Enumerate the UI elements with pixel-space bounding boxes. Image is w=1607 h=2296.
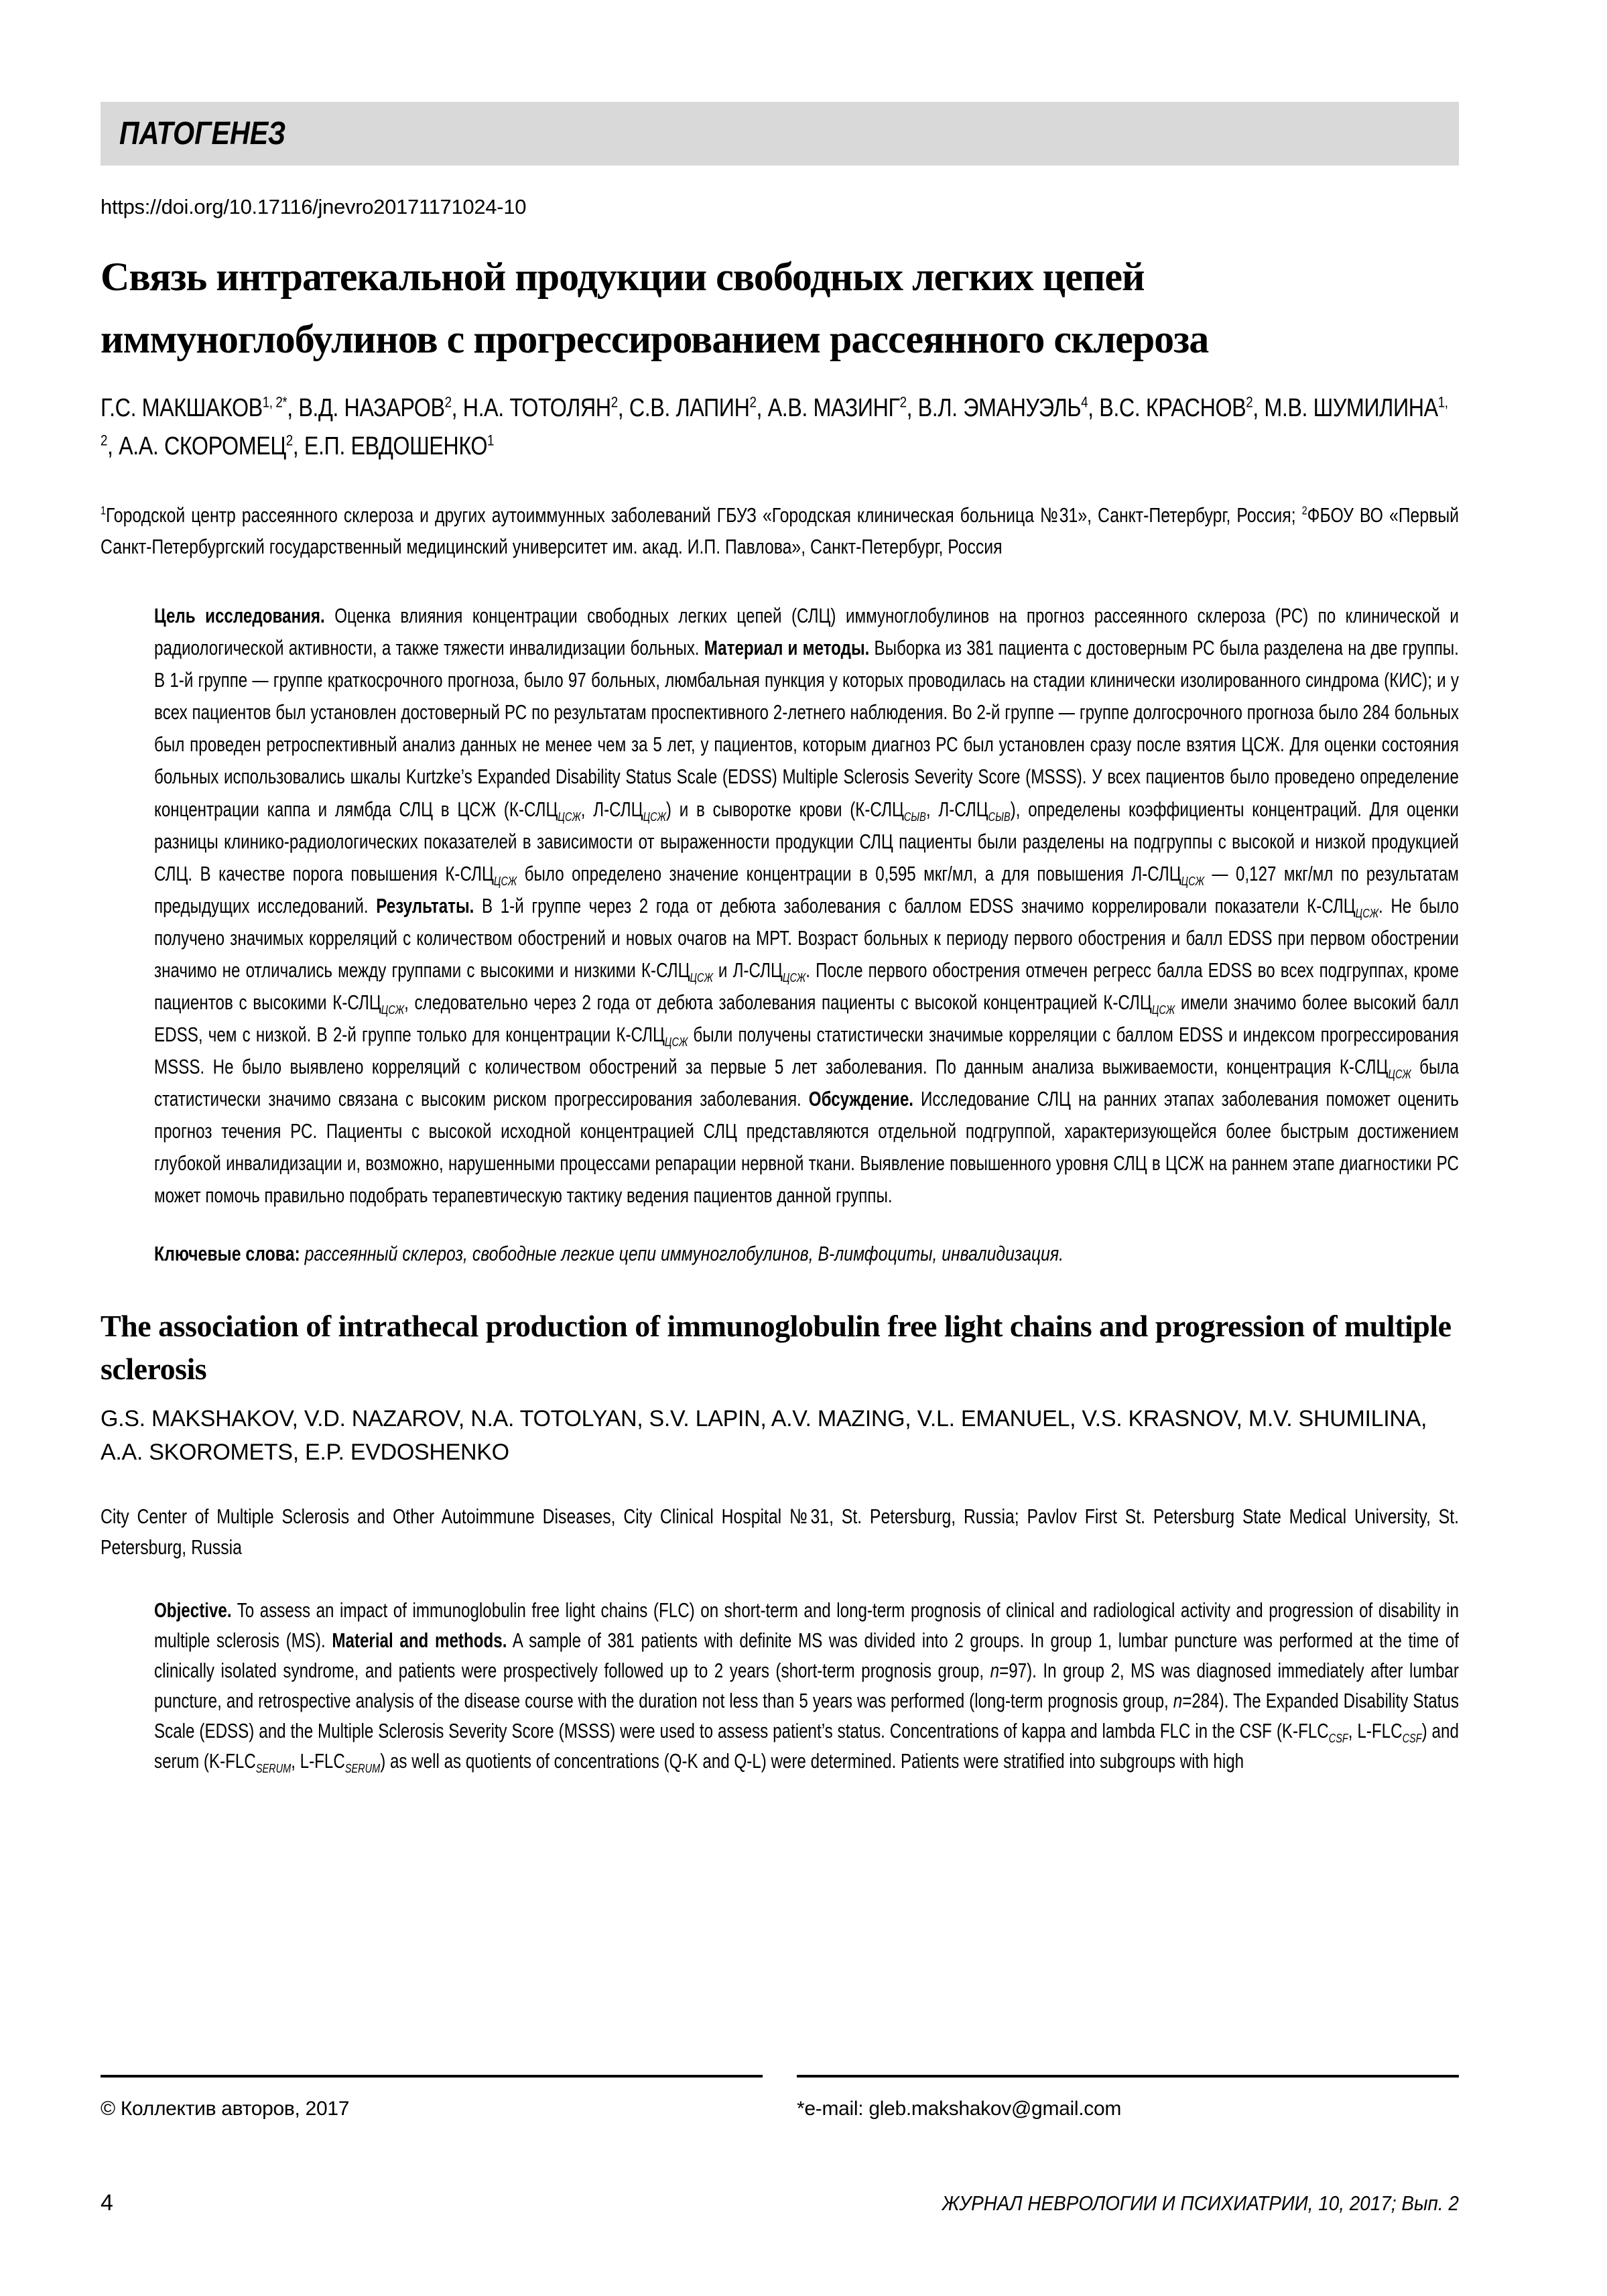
- footnotes: [101, 2075, 1459, 2120]
- affiliations-en: City Center of Multiple Sclerosis and Other Autoimmune Diseases, City Clinical Hospital №31, St. Petersburg, Russia; Pavlov First St. Petersburg State Medical University, St. Petersburg, Russia: [101, 1504, 1459, 1559]
- copyright-note: © Коллектив авторов, 2017: [101, 2098, 350, 2120]
- footnote-rule-right: [797, 2075, 1459, 2078]
- authors-ru: Г.С. $МАКШАКОВ^{1, 2*}$, В.Д. НАЗАРОВ$^2$, Н.А. ТОТОЛЯН$^2$, С.В. ЛАПИН$^2$, А.В. МАЗИНГ$^2$, В.Л. ЭМАНУЭЛЬ$^4$, В.С. КРАСНОВ$^2$, М.В. ШУМИЛИНА$^{1, 2}$, А.А. СКОРОМЕЦ$^2$, Е.П. ЕВДОШЕНКО$^1$: [101, 393, 1448, 460]
- abstract-en-section: [154, 1596, 1459, 1777]
- copyright-column: [101, 2075, 763, 2120]
- email-note[interactable]: *e-mail: gleb.makshakov@gmail.com: [797, 2098, 1122, 2120]
- footnote-rule-left: [101, 2075, 763, 2078]
- doi-link[interactable]: https://doi.org/10.17116/jnevro20171171024-10: [101, 195, 527, 218]
- authors-en: G.S. MAKSHAKOV, V.D. NAZAROV, N.A. TOTOLYAN, S.V. LAPIN, A.V. MAZING, V.L. EMANUEL, V.S. KRASNOV, M.V. SHUMILINA, A.A. SKOROMETS, E.P. EVDOSHENKO: [101, 1406, 1427, 1465]
- section-label: ПАТОГЕНЕЗ: [119, 116, 286, 151]
- keywords-ru: Ключевые слова: рассеянный склероз, свободные легкие цепи иммуноглобулинов, В-лимфоциты, инвалидизация.: [154, 1242, 1064, 1266]
- article-title-en: The association of intrathecal production of immunoglobulin free light chains and progression of multiple sclerosis: [101, 1308, 1452, 1386]
- journal-page: [101, 0, 1459, 1777]
- keywords-ru-section: [154, 1238, 1459, 1270]
- email-column: [797, 2075, 1459, 2120]
- abstract-en: Objective. To assess an impact of immunoglobulin free light chains (FLC) on short-term and long-term prognosis of clinical and radiological activity and progression of disability in multiple sclerosis (MS). Material and methods. A sample of 381 patients with definite MS was divided into 2 groups. In group 1, lumbar puncture was performed at the time of clinically isolated syndrome, and patients were prospectively followed up to 2 years (short-term prognosis group, n=97). In group 2, MS was diagnosed immediately after lumbar puncture, and retrospective analysis of the disease course with the duration not less than 5 years was performed (long-term prognosis group, n=284). The Expanded Disability Status Scale (EDSS) and the Multiple Sclerosis Severity Score (MSSS) were used to assess patient’s status. Concentrations of kappa and lambda FLC in the CSF ($K-FLC_{CSF}$, $L-FLC_{CSF}$) and serum ($K-FLC_{SERUM}$, $L-FLC_{SERUM}$) as well as quotients of concentrations (Q-K and Q-L) were determined. Patients were stratified into subgroups with high: [154, 1598, 1459, 1776]
- journal-title: ЖУРНАЛ НЕВРОЛОГИИ И ПСИХИАТРИИ, 10, 2017; Вып. 2: [942, 2191, 1459, 2215]
- page-footer: [101, 2190, 1459, 2216]
- article-title-ru: Связь интратекальной продукции свободных легких цепей иммуноглобулинов с прогрессированием рассеянного склероза: [101, 255, 1209, 361]
- affiliations-ru: $^1$Городской центр рассеянного склероза и других аутоиммунных заболеваний ГБУЗ «Городская клиническая больница №31», Санкт-Петербург, Россия; $^2$ФБОУ ВО «Первый Санкт-Петербургский государственный медицинский университет им. акад. И.П. Павлова», Санкт-Петербург, Россия: [101, 503, 1460, 559]
- abstract-ru: Цель исследования. Оценка влияния концентрации свободных легких цепей (СЛЦ) иммуноглобулинов на прогноз рассеянного склероза (РС) по клинической и радиологической активности, а также тяжести инвалидизации больных. Материал и методы. Выборка из 381 пациента с достоверным РС была разделена на две группы. В 1-й группе — группе краткосрочного прогноза, было 97 больных, люмбальная пункция у которых проводилась на стадии клинически изолированного синдрома (КИС); и у всех пациентов был установлен достоверный РС по результатам проспективного 2-летнего наблюдения. Во 2-й группе — группе долгосрочного прогноза было 284 больных был проведен ретроспективный анализ данных не менее чем за 5 лет, у пациентов, которым диагноз РС был установлен сразу после взятия ЦСЖ. Для оценки состояния больных использовались шкалы Kurtzke’s Expanded Disability Status Scale (EDSS) Multiple Sclerosis Severity Score (MSSS). У всех пациентов было проведено определение концентрации каппа и лямбда СЛЦ в ЦСЖ ($К-СЛЦ_{ЦСЖ}$, $Л-СЛЦ_{ЦСЖ}$) и в сыворотке крови ($К-СЛЦ_{СЫВ}$, $Л-СЛЦ_{СЫВ}$), определены коэффициенты концентраций. Для оценки разницы клинико-радиологических показателей в зависимости от выраженности продукции СЛЦ пациенты были разделены на подгруппы с высокой и низкой продукцией СЛЦ. В качестве порога повышения $К-СЛЦ_{ЦСЖ}$ было определено значение концентрации в 0,595 мкг/мл, а для повышения $Л-СЛЦ_{ЦСЖ}$ — 0,127 мкг/мл по результатам предыдущих исследований. Результаты. В 1-й группе через 2 года от дебюта заболевания с баллом EDSS значимо коррелировали показатели $К-СЛЦ_{ЦСЖ}$. Не было получено значимых корреляций с количеством обострений и новых очагов на МРТ. Возраст больных к периоду первого обострения и балл EDSS при первом обострении значимо не отличались между группами с высокими и низкими $К-СЛЦ_{ЦСЖ}$ и $Л-СЛЦ_{ЦСЖ}$. После первого обострения отмечен регресс балла EDSS во всех подгруппах, кроме пациентов с высокими $К-СЛЦ_{ЦСЖ}$, следовательно через 2 года от дебюта заболевания пациенты с высокой концентрацией $К-СЛЦ_{ЦСЖ}$ имели значимо более высокий балл EDSS, чем с низкой. В 2-й группе только для концентрации $К-СЛЦ_{ЦСЖ}$ были получены статистически значимые корреляции с баллом EDSS и индексом прогрессирования MSSS. Не было выявлено корреляций с количеством обострений за первые 5 лет заболевания. По данным анализа выживаемости, концентрация $К-СЛЦ_{ЦСЖ}$ была статистически значимо связана с высоким риском прогрессирования заболевания. Обсуждение. Исследование СЛЦ на ранних этапах заболевания поможет оценить прогноз течения РС. Пациенты с высокой исходной концентрацией СЛЦ представляются отдельной подгруппой, характеризующейся более быстрым достижением глубокой инвалидизации и, возможно, нарушенными процессами репарации нервной ткани. Выявление повышенного уровня СЛЦ в ЦСЖ на раннем этапе диагностики РС может помочь правильно подобрать терапевтическую тактику ведения пациентов данной группы.: [154, 604, 1459, 1208]
- page-number: 4: [101, 2190, 113, 2216]
- section-header: [101, 102, 1459, 166]
- abstract-ru-section: [154, 600, 1459, 1212]
